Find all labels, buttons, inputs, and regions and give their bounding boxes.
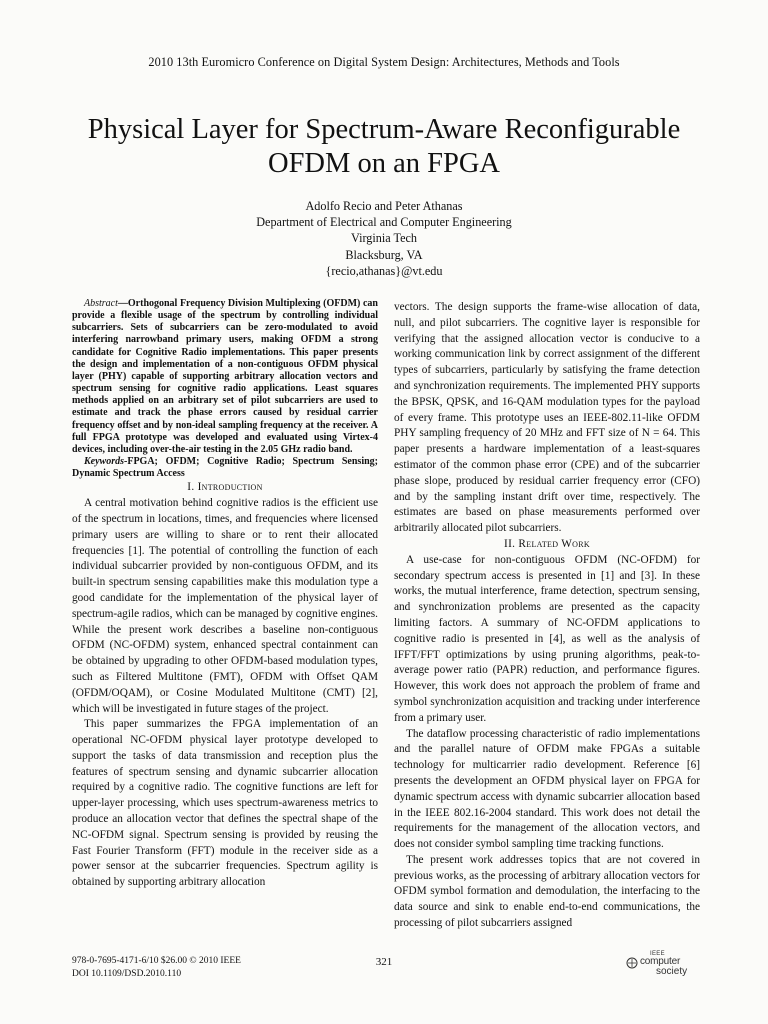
related-paragraph-2: The dataflow processing characteristic of radio implementations and the parallel nature of OFDM make FPGAs a suitable technology for multicarrier radio development. Reference [6] presents the development an OFDM physical layer on FPGA for dynamic spectrum access with dynamic subcarrier allocation based in the IEEE 802.16-2004 standard. This work does not detail the requirements for the management of the allocation vectors, and does not consider symbol sampling time tracking functions.	[394, 727, 700, 851]
abstract-text: —Orthogonal Frequency Division Multiplexing (OFDM) can provide a flexible usage of the spectrum by controlling individual subcarriers. Sets of subcarriers can be zero-modulated to avoid interfering narrowband primary users, making OFDM a strong candidate for Cognitive Radio implementations. This paper presents the design and implementation of a non-contiguous OFDM physical layer (PHY) capable of supporting arbitrary allocation vectors and spectrum sensing for cognitive radio applications. Least squares methods applied on an arbitrary set of pilot subcarriers are used to estimate and track the phase errors caused by residual carrier frequency offset and by non-ideal sampling frequency at the receiver. A full FPGA prototype was developed and evaluated using Virtex-4 devices, including over-the-air testing in the 2.05 GHz radio band.	[72, 298, 378, 455]
abstract	[72, 298, 378, 456]
conference-header: 2010 13th Euromicro Conference on Digital System Design: Architectures, Methods and Tools	[148, 55, 620, 69]
section-heading-introduction: I. Introduction	[187, 481, 263, 494]
title-line-1: Physical Layer for Spectrum-Aware Reconfigurable	[87, 114, 681, 145]
abstract-lead: Abstract	[84, 298, 118, 309]
author-city: Blacksburg, VA	[345, 247, 423, 262]
keywords	[72, 456, 378, 480]
logo-ieee-text: IEEE	[650, 951, 665, 957]
author-block	[0, 198, 768, 279]
related-paragraph-1: A use-case for non-contiguous OFDM (NC-OFDM) for secondary spectrum access is presented in [1] and [3]. In these works, the mutual interference, frame detection, spectrum sensing, and synchronization problems are presented as the capacity limiting factors. A summary of NC-OFDM applications to cognitive radio is presented in [4], as well as the analysis of IFFT/FFT optimizations by using pruning algorithms, peak-to-average power ratio (PAPR) reduction, and performance figures. However, this work does not approach the problem of frame and symbol synchronization acquisition and tracking under interference from a primary user.	[394, 553, 700, 724]
author-department: Department of Electrical and Computer Engineering	[256, 215, 512, 230]
section-heading-related-work: II. Related Work	[504, 537, 590, 550]
intro-paragraph-1: A central motivation behind cognitive radios is the efficient use of the spectrum in locations, times, and frequencies where licensed primary users are willing to share or to rent their allocated frequencies [1]. The potential of controlling the function of each individual subcarrier provided by non-contiguous OFDM, and its built-in spectrum sensing capabilities make this modulation type a good candidate for the implementation of the physical layer of spectrum-agile radios, which can be managed by cognitive engines. While the present work describes a baseline non-contiguous OFDM (NC-OFDM) system, enhanced spectral containment can be obtained by upgrading to other OFDM-based modulation types, such as Filtered Multitone (FMT), OFDM with Offset QAM (OFDM/OQAM), or Cosine Modulated Multitone (CMT) [2], which will be investigated in future stages of the project.	[72, 497, 378, 715]
title-line-2: OFDM on an FPGA	[268, 148, 500, 179]
logo-computer-text: computer	[640, 956, 681, 967]
paper-title	[40, 113, 728, 181]
right-column	[394, 300, 700, 932]
related-paragraph-3: The present work addresses topics that are not covered in previous works, as the processing of arbitrary allocation vectors for OFDM symbol formation and demodulation, the interfacing to the data source and sink to enable end-to-end communications, the processing of pilot subcarriers assigned	[394, 853, 700, 930]
ieee-logo-icon	[626, 957, 638, 969]
page-number: 321	[375, 956, 393, 968]
keywords-lead: Keywords	[84, 456, 124, 468]
author-institution: Virginia Tech	[351, 231, 417, 246]
keywords-text: -FPGA; OFDM; Cognitive Radio; Spectrum Sensing; Dynamic Spectrum Access	[72, 456, 378, 480]
author-names: Adolfo Recio and Peter Athanas	[305, 199, 463, 213]
intro-paragraph-2: This paper summarizes the FPGA implementation of an operational NC-OFDM physical layer prototype developed to support the tasks of data transmission and reception plus the features of spectrum sensing and dynamic subcarrier allocation required by a cognitive radio. The cognitive functions are left for upper-layer processing, which uses spectrum-awareness metrics to produce an allocation vector that defines the spectral shape of the NC-OFDM signal. Spectrum sensing is provided by reusing the Fast Fourier Transform (FFT) module in the receiver side as a power sensor at the subcarrier frequencies. Spectrum agility is obtained by supporting arbitrary allocation	[72, 718, 378, 889]
right-paragraph-1: vectors. The design supports the frame-wise allocation of data, null, and pilot subcarriers. The cognitive layer is responsible for verifying that the assigned allocation vector is conducive to a working communication link by correct assignment of the different types of subcarriers, particularly by satisfying the frame detection and synchronization requirements. The implemented PHY supports the BPSK, QPSK, and 16-QAM modulation types for the payload of every frame. This prototype uses an IEEE-802.11-like OFDM PHY sampling frequency of 20 MHz and FFT size of N = 64. This paper presents a hardware implementation of a least-squares estimator of the common phase error (CPE) and of the subcarrier phase slope, produced by residual carrier frequency error (CFO) and by the sampling instant drift over time, respectively. The estimates are based on phase measurements performed over arbitrarily allocated pilot subcarriers.	[394, 301, 700, 535]
left-column	[72, 298, 378, 891]
logo-society-text: society	[656, 966, 688, 977]
footer-isbn: 978-0-7695-4171-6/10 $26.00 © 2010 IEEE	[72, 956, 241, 966]
ieee-computer-society-logo	[626, 952, 706, 982]
author-email: {recio,athanas}@vt.edu	[325, 263, 443, 278]
footer-doi: DOI 10.1109/DSD.2010.110	[72, 969, 182, 979]
